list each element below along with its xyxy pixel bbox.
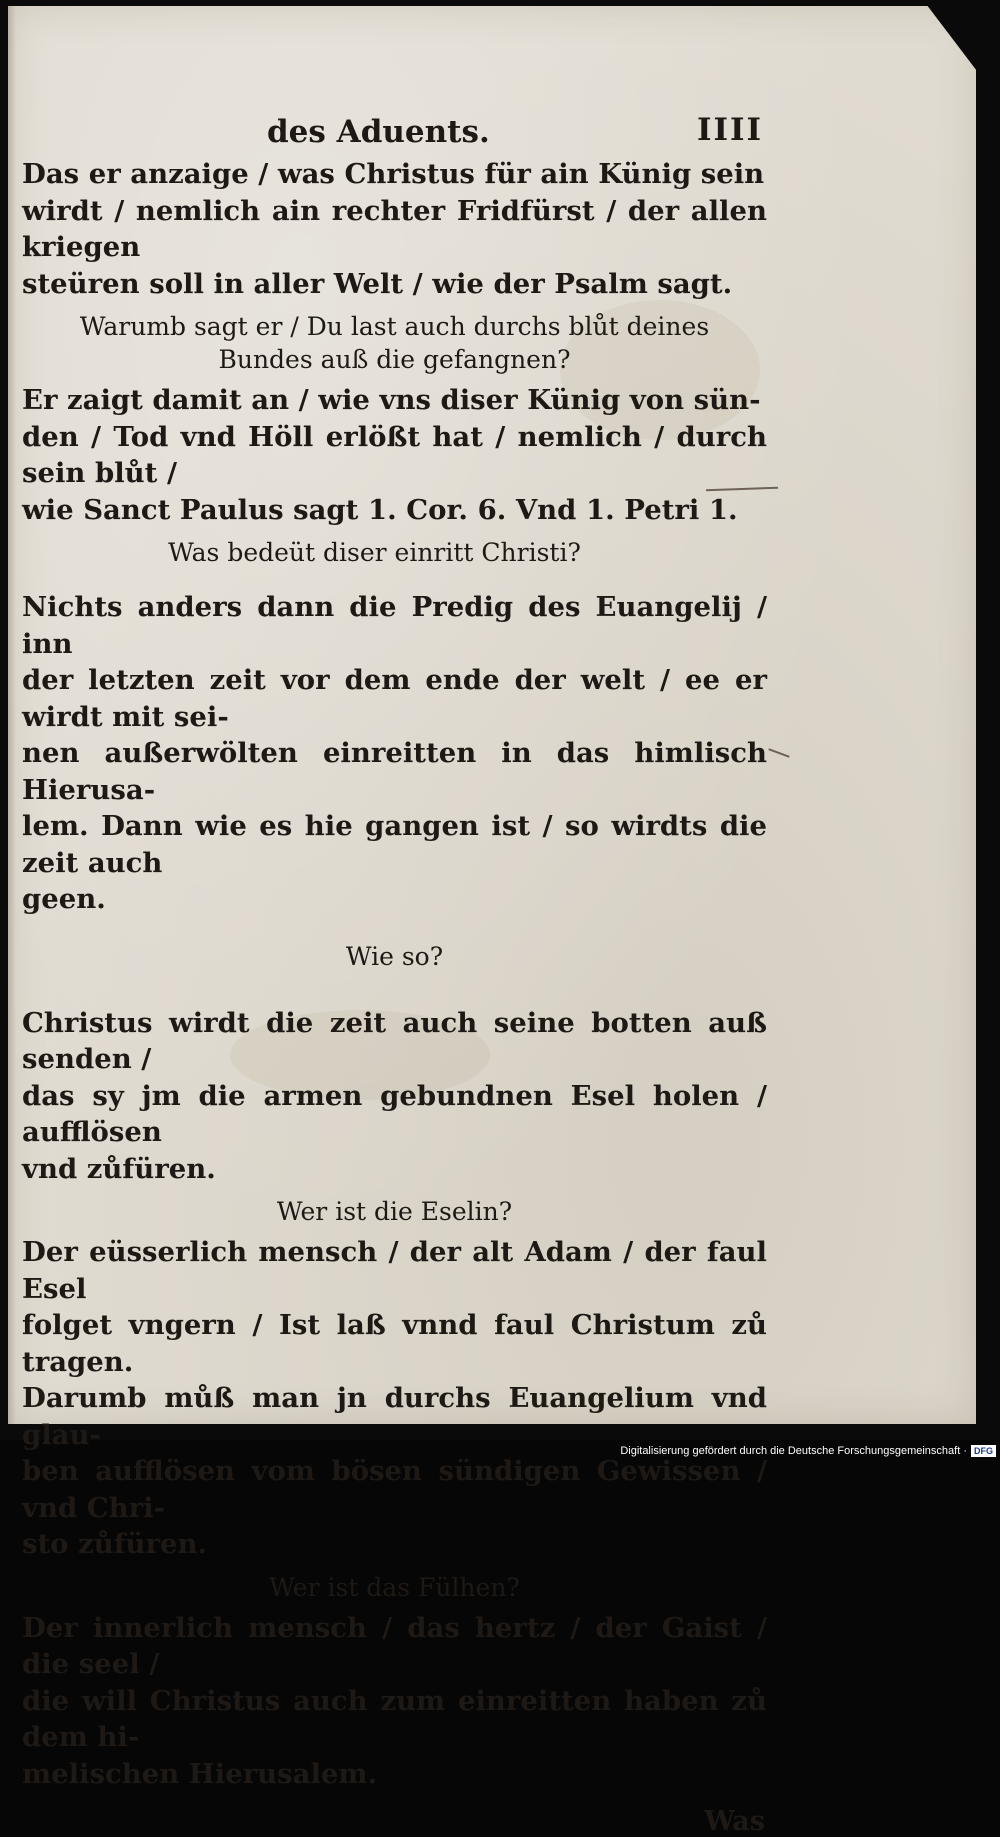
digitization-credit: [620, 1444, 996, 1458]
catchword: Was: [704, 1806, 765, 1837]
text-line: steüren soll in aller Welt / wie der Psalm sagt.: [22, 267, 733, 300]
credit-text: Digitalisierung gefördert durch die Deutsche Forschungsgemeinschaft ·: [620, 1445, 967, 1457]
question-heading: [22, 536, 767, 569]
text-line: Darumb můß man jn durchs Euangelium vnd glau-: [22, 1382, 767, 1451]
question-heading: [22, 1195, 767, 1228]
text-line: Wie so?: [345, 941, 444, 971]
answer-paragraph: [22, 589, 767, 918]
text-line: Was bedeüt diser einritt Christi?: [168, 538, 581, 567]
text-line: wie Sanct Paulus sagt 1. Cor. 6. Vnd 1. Petri 1.: [22, 493, 738, 526]
text-line: die will Christus auch zum einreitten haben zů dem hi-: [22, 1684, 767, 1753]
text-line: nen außerwölten einreitten in das himlisch Hierusa-: [22, 737, 767, 806]
question-heading: [22, 310, 767, 376]
answer-paragraph: [22, 382, 767, 528]
running-head: des Aduents.: [267, 114, 490, 150]
page-header: [22, 108, 767, 156]
text-line: sto zůfüren.: [22, 1528, 208, 1560]
page-text: [22, 108, 767, 1837]
text-line: folget vngern / Ist laß vnnd faul Christum zů tragen.: [22, 1309, 767, 1378]
text-line: geen.: [22, 883, 106, 915]
text-line: Warumb sagt er / Du last auch durchs blůt deines: [79, 312, 710, 341]
text-line: wirdt / nemlich ain rechter Fridfürst / der allen kriegen: [22, 194, 767, 263]
answer-paragraph: [22, 156, 767, 302]
text-line: Bundes auß die gefangnen?: [218, 345, 571, 374]
answer-paragraph: [22, 1610, 767, 1793]
text-line: ben aufflösen vom bösen sündigen Gewissen / vnd Chri-: [22, 1455, 767, 1524]
text-line: Christus wirdt die zeit auch seine botten auß senden /: [22, 1006, 767, 1075]
text-line: Der eüsserlich mensch / der alt Adam / der faul Esel: [22, 1236, 767, 1305]
text-line: melischen Hierusalem.: [22, 1757, 378, 1790]
text-line: der letzten zeit vor dem ende der welt / ee er wirdt mit sei-: [22, 664, 767, 733]
text-line: Das er anzaige / was Christus für ain Künig sein: [22, 158, 765, 190]
text-line: Der innerlich mensch / das hertz / der Gaist / die seel /: [22, 1611, 767, 1680]
answer-paragraph: [22, 1005, 767, 1188]
answer-paragraph: [22, 1234, 767, 1563]
text-line: den / Tod vnd Höll erlößt hat / nemlich / durch sein blůt /: [22, 420, 767, 489]
folio-number: IIII: [696, 112, 763, 148]
text-line: vnd zůfüren.: [22, 1152, 216, 1185]
text-line: Wer ist das Fülhen?: [269, 1572, 520, 1602]
text-line: Wer ist die Eselin?: [276, 1197, 513, 1226]
question-heading: [22, 1571, 767, 1604]
text-line: lem. Dann wie es hie gangen ist / so wirdts die zeit auch: [22, 810, 767, 879]
text-line: Nichts anders dann die Predig des Euangelij / inn: [22, 591, 767, 660]
dfg-logo: DFG: [971, 1445, 996, 1457]
text-line: Er zaigt damit an / wie vns diser Künig von sün-: [22, 384, 761, 416]
page-edge-shadow: [8, 6, 16, 1424]
text-line: das sy jm die armen gebundnen Esel holen / aufflösen: [22, 1079, 767, 1148]
question-heading: [22, 940, 767, 973]
